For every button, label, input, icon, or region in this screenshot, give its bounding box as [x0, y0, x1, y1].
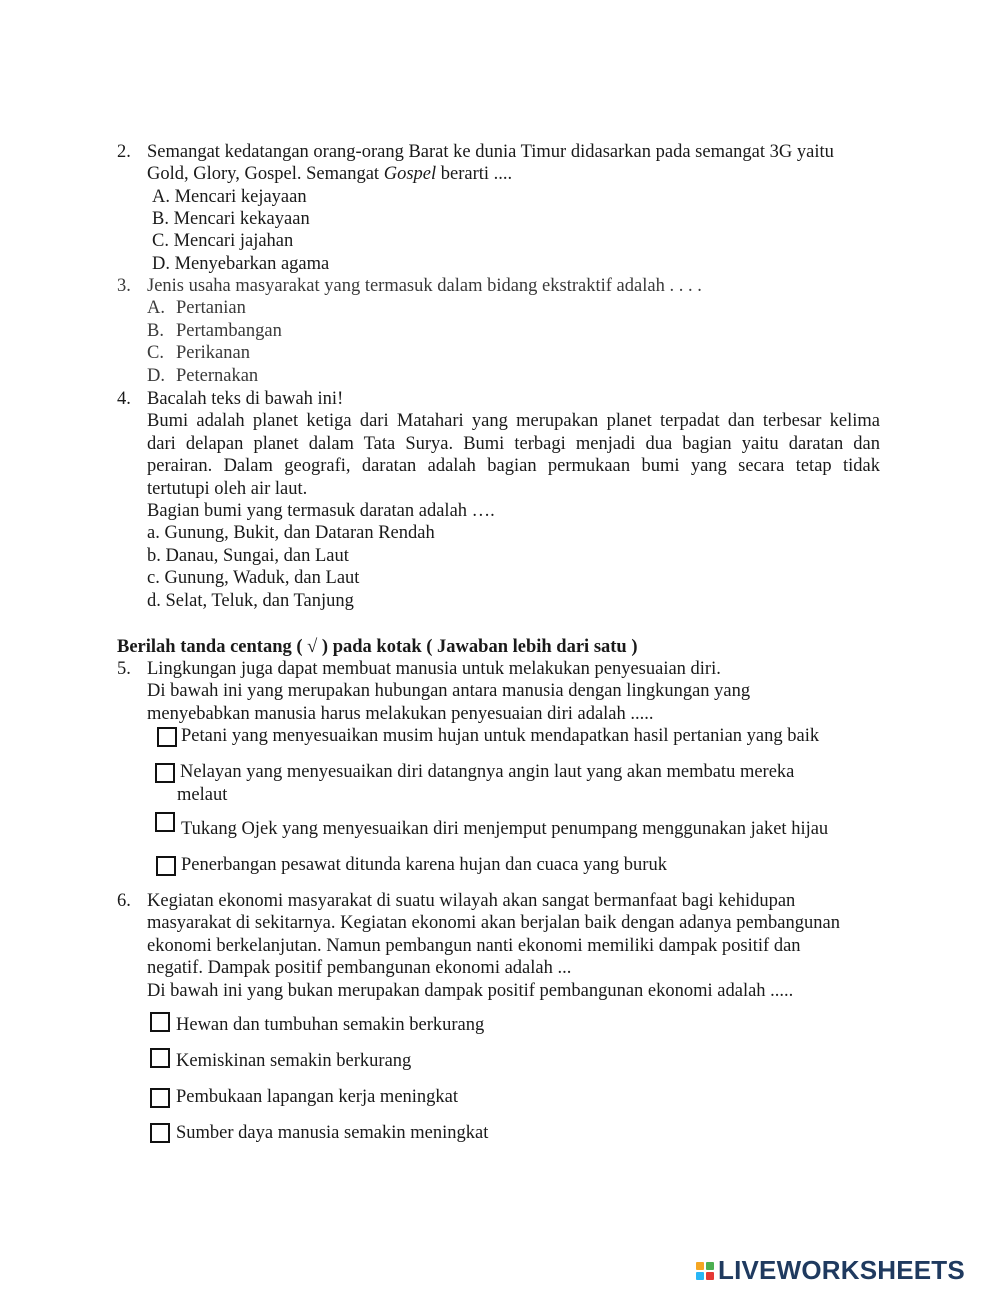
q2-option-c: C. Mencari jajahan — [152, 231, 294, 251]
q5-checkbox-2[interactable] — [155, 763, 175, 783]
q3-question: Jenis usaha masyarakat yang termasuk dalam bidang ekstraktif adalah . . . . — [147, 276, 702, 296]
q5-choice-3: Tukang Ojek yang menyesuaikan diri menjemput penumpang menggunakan jaket hijau — [181, 819, 829, 839]
q6-text-line1: Kegiatan ekonomi masyarakat di suatu wilayah akan sangat bermanfaat bagi kehidupan — [147, 891, 796, 911]
q4-passage-line1: Bumi adalah planet ketiga dari Matahari yang merupakan planet terpadat dan terbesar kelima — [147, 411, 880, 431]
q5-checkbox-3[interactable] — [155, 812, 175, 832]
q2-option-b: B. Mencari kekayaan — [152, 209, 310, 229]
q4-passage-line3: perairan. Dalam geografi, daratan adalah bagian permukaan bumi yang secara tetap tidak — [147, 456, 880, 476]
q5-choice-2: Nelayan yang menyesuaikan diri datangnya angin laut yang akan membatu mereka — [180, 762, 795, 782]
q4-question: Bagian bumi yang termasuk daratan adalah …. — [147, 501, 495, 521]
logo-text: LIVEWORKSHEETS — [718, 1255, 965, 1285]
q6-checkbox-1[interactable] — [150, 1012, 170, 1032]
q4-number: 4. — [117, 389, 131, 409]
q3-option-d: Peternakan — [176, 366, 259, 386]
q4-option-a: a. Gunung, Bukit, dan Dataran Rendah — [147, 523, 435, 543]
q5-choice-4: Penerbangan pesawat ditunda karena hujan dan cuaca yang buruk — [181, 855, 667, 875]
q2-number: 2. — [117, 142, 131, 162]
q6-text-line3: ekonomi berkelanjutan. Namun pembangun nanti ekonomi memiliki dampak positif dan — [147, 936, 801, 956]
q5-choice-2-cont: melaut — [177, 785, 228, 805]
q3-option-d-letter: D. — [147, 366, 165, 386]
q5-checkbox-1[interactable] — [157, 727, 177, 747]
q4-instruction: Bacalah teks di bawah ini! — [147, 389, 344, 409]
liveworksheets-logo — [696, 1255, 965, 1286]
logo-squares-icon — [696, 1262, 714, 1280]
q6-choice-1: Hewan dan tumbuhan semakin berkurang — [176, 1015, 485, 1035]
q2-option-a: A. Mencari kejayaan — [152, 187, 307, 207]
q2-option-d: D. Menyebarkan agama — [152, 254, 330, 274]
q4-passage-line2: dari delapan planet dalam Tata Surya. Bumi terbagi menjadi dua bagian yaitu daratan dan — [147, 434, 880, 454]
q2-text-line2: Gold, Glory, Gospel. Semangat Gospel berarti .... — [147, 164, 513, 184]
q6-checkbox-4[interactable] — [150, 1123, 170, 1143]
q5-text-line1: Lingkungan juga dapat membuat manusia untuk melakukan penyesuaian diri. — [147, 659, 721, 679]
q6-number: 6. — [117, 891, 131, 911]
q4-passage-line4: tertutupi oleh air laut. — [147, 479, 308, 499]
q5-number: 5. — [117, 659, 131, 679]
q5-choice-1: Petani yang menyesuaikan musim hujan untuk mendapatkan hasil pertanian yang baik — [181, 726, 820, 746]
q6-text-line4: negatif. Dampak positif pembangunan ekonomi adalah ... — [147, 958, 572, 978]
q3-option-a: Pertanian — [176, 298, 246, 318]
section-heading: Berilah tanda centang ( √ ) pada kotak ( Jawaban lebih dari satu ) — [117, 637, 638, 657]
q5-text-line2: Di bawah ini yang merupakan hubungan antara manusia dengan lingkungan yang — [147, 681, 751, 701]
q3-option-c: Perikanan — [176, 343, 250, 363]
q3-option-c-letter: C. — [147, 343, 164, 363]
q6-checkbox-3[interactable] — [150, 1088, 170, 1108]
q6-choice-4: Sumber daya manusia semakin meningkat — [176, 1123, 489, 1143]
q3-option-b: Pertambangan — [176, 321, 282, 341]
q5-checkbox-4[interactable] — [156, 856, 176, 876]
q3-option-a-letter: A. — [147, 298, 165, 318]
q5-text-line3: menyebabkan manusia harus melakukan penyesuaian diri adalah ..... — [147, 704, 654, 724]
q4-option-d: d. Selat, Teluk, dan Tanjung — [147, 591, 354, 611]
q3-option-b-letter: B. — [147, 321, 164, 341]
q6-checkbox-2[interactable] — [150, 1048, 170, 1068]
q6-choice-2: Kemiskinan semakin berkurang — [176, 1051, 412, 1071]
q3-number: 3. — [117, 276, 131, 296]
q2-text-line1: Semangat kedatangan orang-orang Barat ke dunia Timur didasarkan pada semangat 3G yaitu — [147, 142, 834, 162]
q6-choice-3: Pembukaan lapangan kerja meningkat — [176, 1087, 459, 1107]
q6-text-line2: masyarakat di sekitarnya. Kegiatan ekonomi akan berjalan baik dengan adanya pembangunan — [147, 913, 840, 933]
q4-option-c: c. Gunung, Waduk, dan Laut — [147, 568, 360, 588]
q4-option-b: b. Danau, Sungai, dan Laut — [147, 546, 349, 566]
q6-text-line5: Di bawah ini yang bukan merupakan dampak positif pembangunan ekonomi adalah ..... — [147, 981, 794, 1001]
